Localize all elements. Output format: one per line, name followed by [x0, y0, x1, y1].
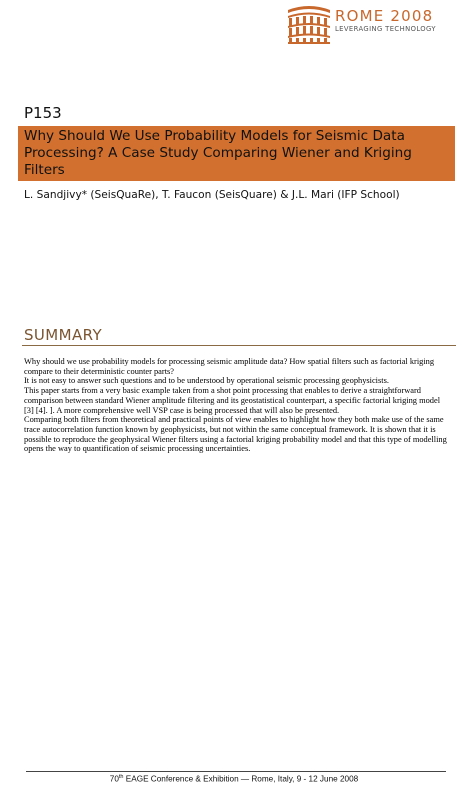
paper-title-banner — [18, 126, 455, 181]
page-footer — [0, 774, 468, 784]
colosseum-icon — [286, 2, 332, 44]
footer-number: 70 — [109, 774, 119, 784]
footer-divider — [26, 771, 446, 772]
summary-heading: SUMMARY — [24, 326, 103, 344]
footer-superscript: th — [118, 774, 124, 780]
summary-paragraph: It is not easy to answer such questions and to be understood by operational seismic processing geophysicists. — [24, 376, 389, 386]
logo-subtitle: LEVERAGING TECHNOLOGY — [335, 25, 436, 33]
summary-paragraph: Why should we use probability models for processing seismic amplitude data? How spatial filters such as factorial kriging compare to their deterministic counter parts? — [24, 357, 435, 376]
summary-divider — [22, 345, 456, 346]
paper-id: P153 — [24, 104, 62, 122]
summary-body — [24, 357, 449, 454]
paper-authors: L. Sandjivy* (SeisQuaRe), T. Faucon (SeisQuare) & J.L. Mari (IFP School) — [24, 189, 400, 201]
logo-title: ROME 2008 — [335, 7, 434, 25]
paper-title: Why Should We Use Probability Models for Seismic Data Processing? A Case Study Comparing Wiener and Kriging Filters — [24, 128, 412, 178]
footer-text: EAGE Conference & Exhibition — Rome, Italy, 9 - 12 June 2008 — [123, 774, 359, 784]
rome-2008-logo — [286, 2, 456, 44]
summary-paragraph: Comparing both filters from theoretical and practical points of view enables to highlight how they both make use of the same trace autocorrelation function known by geophysicists, but not within the same conceptual framework. It is shown that it is possible to reproduce the geophysical Wiener filters using a factorial kriging probability model and that this type of modelling opens the way to quantification of seismic processing uncertainties. — [24, 415, 447, 454]
summary-paragraph: This paper starts from a very basic example taken from a shot point processing that enables to derive a straightforward comparison between standard Wiener amplitude filtering and its geostatistical counterpart, a specific factorial kriging model [3] [4]. ]. A more comprehensive well VSP case is being processed that will also be presented. — [24, 386, 441, 415]
